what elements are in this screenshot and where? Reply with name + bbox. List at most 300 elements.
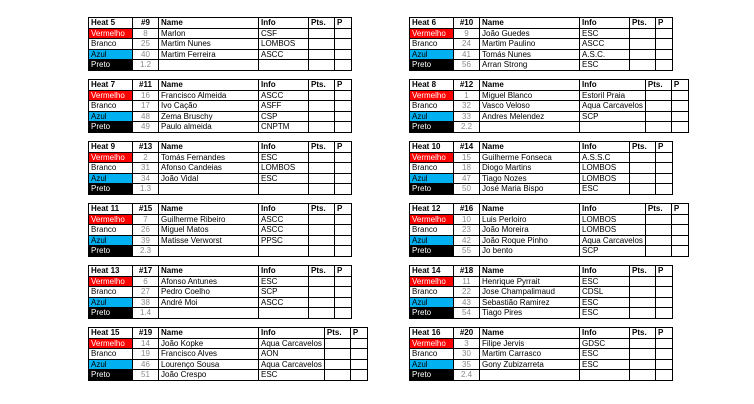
place-cell: [335, 276, 352, 287]
color-swatch: Azul: [89, 111, 133, 122]
color-swatch: Branco: [89, 163, 133, 174]
surfer-name: Miguel Matos: [159, 225, 259, 236]
color-swatch: Vermelho: [89, 338, 133, 349]
surfer-club: SCP: [580, 246, 646, 257]
points-cell: [309, 39, 335, 50]
place-cell: [656, 60, 673, 71]
surfer-club: LOMBOS: [259, 163, 309, 174]
place-cell: [656, 49, 673, 60]
surfer-number: 55: [454, 246, 480, 257]
name-header: Name: [480, 266, 580, 277]
place-cell: [671, 122, 688, 133]
p-header: P: [350, 328, 367, 339]
heat-header-row: [410, 204, 689, 215]
surfer-number: 15: [454, 152, 480, 163]
name-header: Name: [480, 18, 580, 29]
surfer-number: 11: [454, 276, 480, 287]
table-row: [89, 101, 352, 112]
color-swatch: Branco: [410, 349, 454, 360]
name-header: Name: [480, 328, 580, 339]
surfer-name: Tiago Nozes: [480, 173, 580, 184]
table-row: [89, 214, 352, 225]
surfer-club: [259, 308, 309, 319]
surfer-name: Jose Champalimaud: [480, 287, 580, 298]
table-row: [410, 246, 689, 257]
pts-header: Pts.: [324, 328, 350, 339]
surfer-name: Henrique Pyrrait: [480, 276, 580, 287]
surfer-name: João Roque Pinho: [480, 235, 580, 246]
place-cell: [335, 225, 352, 236]
surfer-name: Luis Perloiro: [480, 214, 580, 225]
surfer-club: ESC: [259, 173, 309, 184]
heat-number: #19: [133, 328, 159, 339]
surfer-club: ASCC: [259, 225, 309, 236]
place-cell: [671, 90, 688, 101]
points-cell: [645, 246, 671, 257]
color-swatch: Vermelho: [410, 90, 454, 101]
surfer-number: 22: [454, 287, 480, 298]
table-row: [410, 225, 689, 236]
points-cell: [630, 308, 656, 319]
points-cell: [309, 235, 335, 246]
table-row: [410, 276, 673, 287]
surfer-number: 56: [454, 60, 480, 71]
table-row: [89, 152, 352, 163]
points-cell: [309, 297, 335, 308]
pts-header: Pts.: [645, 204, 671, 215]
place-cell: [335, 184, 352, 195]
pts-header: Pts.: [309, 204, 335, 215]
table-row: [89, 60, 352, 71]
points-cell: [630, 173, 656, 184]
color-swatch: Branco: [89, 39, 133, 50]
color-swatch: Branco: [410, 163, 454, 174]
surfer-club: ASCC: [580, 39, 630, 50]
surfer-club: ASCC: [259, 90, 309, 101]
heat-label: Heat 11: [89, 204, 133, 215]
points-cell: [309, 287, 335, 298]
surfer-name: Tomás Nunes: [480, 49, 580, 60]
place-cell: [656, 163, 673, 174]
p-header: P: [656, 266, 673, 277]
color-swatch: Vermelho: [89, 276, 133, 287]
surfer-name: Martim Ferreira: [159, 49, 259, 60]
color-swatch: Vermelho: [89, 90, 133, 101]
surfer-name: Vasco Veloso: [480, 101, 580, 112]
color-swatch: Vermelho: [89, 152, 133, 163]
name-header: Name: [480, 142, 580, 153]
points-cell: [630, 39, 656, 50]
surfer-number: 16: [133, 90, 159, 101]
points-cell: [630, 276, 656, 287]
color-swatch: Preto: [410, 370, 454, 381]
points-cell: [309, 28, 335, 39]
heat-header-row: [89, 204, 352, 215]
place-cell: [335, 28, 352, 39]
place-cell: [656, 287, 673, 298]
surfer-number: 39: [133, 235, 159, 246]
name-header: Name: [159, 266, 259, 277]
points-cell: [630, 184, 656, 195]
pts-header: Pts.: [309, 80, 335, 91]
place-cell: [335, 297, 352, 308]
table-row: [410, 308, 673, 319]
heat-header-row: [89, 80, 352, 91]
surfer-number: 1: [454, 90, 480, 101]
heat-number: #18: [454, 266, 480, 277]
surfer-name: [159, 308, 259, 319]
surfer-number: 26: [133, 225, 159, 236]
surfer-name: Pedro Coelho: [159, 287, 259, 298]
surfer-number: 3: [454, 338, 480, 349]
surfer-club: SCP: [259, 287, 309, 298]
points-cell: [309, 122, 335, 133]
place-cell: [335, 308, 352, 319]
place-cell: [656, 359, 673, 370]
surfer-number: 31: [133, 163, 159, 174]
table-row: [89, 28, 352, 39]
surfer-name: [159, 60, 259, 71]
name-header: Name: [159, 80, 259, 91]
color-swatch: Vermelho: [89, 214, 133, 225]
surfer-name: José Maria Bispo: [480, 184, 580, 195]
surfer-number: 23: [454, 225, 480, 236]
heat-number: #12: [454, 80, 480, 91]
table-row: [410, 28, 673, 39]
info-header: Info: [259, 80, 309, 91]
heat-number: #13: [133, 142, 159, 153]
heat-header-row: [89, 142, 352, 153]
surfer-club: [259, 246, 309, 257]
surfer-name: João Crespo: [159, 370, 259, 381]
color-swatch: Branco: [89, 101, 133, 112]
place-cell: [656, 184, 673, 195]
points-cell: [309, 225, 335, 236]
surfer-name: Francisco Alves: [159, 349, 259, 360]
color-swatch: Preto: [410, 60, 454, 71]
color-swatch: Vermelho: [410, 152, 454, 163]
table-row: [89, 338, 368, 349]
surfer-name: João Guedes: [480, 28, 580, 39]
points-cell: [645, 101, 671, 112]
surfer-number: 2: [133, 152, 159, 163]
points-cell: [309, 173, 335, 184]
surfer-name: Guilherme Fonseca: [480, 152, 580, 163]
info-header: Info: [259, 204, 309, 215]
heat-label: Heat 13: [89, 266, 133, 277]
p-header: P: [656, 328, 673, 339]
place-cell: [671, 225, 688, 236]
surfer-club: [580, 370, 630, 381]
surfer-name: Tomás Fernandes: [159, 152, 259, 163]
surfer-name: Andres Melendez: [480, 111, 580, 122]
heat-table: [88, 327, 368, 381]
place-cell: [671, 101, 688, 112]
heat-header-row: [410, 80, 689, 91]
place-cell: [671, 214, 688, 225]
surfer-number: 2.4: [454, 370, 480, 381]
table-row: [410, 163, 673, 174]
surfer-name: André Moi: [159, 297, 259, 308]
surfer-number: 17: [133, 101, 159, 112]
table-row: [410, 49, 673, 60]
place-cell: [335, 163, 352, 174]
name-header: Name: [159, 142, 259, 153]
surfer-club: LOMBOS: [580, 173, 630, 184]
points-cell: [630, 370, 656, 381]
surfer-name: Martim Carrasco: [480, 349, 580, 360]
heat-label: Heat 7: [89, 80, 133, 91]
surfer-club: ASFF: [259, 101, 309, 112]
place-cell: [656, 39, 673, 50]
surfer-club: CDSL: [580, 287, 630, 298]
points-cell: [630, 297, 656, 308]
info-header: Info: [580, 142, 630, 153]
points-cell: [309, 163, 335, 174]
surfer-club: ESC: [259, 276, 309, 287]
color-swatch: Vermelho: [410, 276, 454, 287]
surfer-club: A.S.S.C: [580, 152, 630, 163]
surfer-name: Sebastião Ramirez: [480, 297, 580, 308]
table-row: [89, 246, 352, 257]
p-header: P: [335, 142, 352, 153]
points-cell: [309, 90, 335, 101]
points-cell: [309, 276, 335, 287]
place-cell: [335, 246, 352, 257]
p-header: P: [335, 204, 352, 215]
surfer-number: 54: [454, 308, 480, 319]
surfer-name: Zema Bruschy: [159, 111, 259, 122]
points-cell: [630, 338, 656, 349]
heat-table: [409, 203, 689, 257]
surfer-number: 2.2: [454, 122, 480, 133]
pts-header: Pts.: [645, 80, 671, 91]
name-header: Name: [480, 204, 580, 215]
surfer-name: Arran Strong: [480, 60, 580, 71]
heat-header-row: [89, 18, 352, 29]
table-row: [89, 235, 352, 246]
pts-header: Pts.: [630, 18, 656, 29]
surfer-name: João Vidal: [159, 173, 259, 184]
color-swatch: Branco: [410, 39, 454, 50]
surfer-club: ESC: [580, 60, 630, 71]
place-cell: [656, 276, 673, 287]
color-swatch: Preto: [410, 122, 454, 133]
p-header: P: [656, 18, 673, 29]
surfer-name: Gony Zubizarreta: [480, 359, 580, 370]
surfer-club: [259, 184, 309, 195]
color-swatch: Preto: [410, 246, 454, 257]
surfer-number: 47: [454, 173, 480, 184]
pts-header: Pts.: [630, 142, 656, 153]
table-row: [410, 359, 673, 370]
points-cell: [324, 338, 350, 349]
table-row: [410, 122, 689, 133]
heat-header-row: [89, 328, 368, 339]
surfer-club: Aqua Carcavelos: [580, 235, 646, 246]
surfer-number: 1.2: [133, 60, 159, 71]
points-cell: [309, 308, 335, 319]
color-swatch: Vermelho: [410, 28, 454, 39]
color-swatch: Preto: [89, 370, 133, 381]
heat-table: [88, 17, 352, 71]
color-swatch: Preto: [410, 308, 454, 319]
color-swatch: Azul: [89, 49, 133, 60]
place-cell: [656, 152, 673, 163]
surfer-number: 1.3: [133, 184, 159, 195]
surfer-name: [159, 184, 259, 195]
color-swatch: Vermelho: [410, 338, 454, 349]
surfer-number: 38: [133, 297, 159, 308]
color-swatch: Branco: [89, 287, 133, 298]
points-cell: [630, 28, 656, 39]
surfer-club: ESC: [580, 308, 630, 319]
surfer-number: 8: [133, 28, 159, 39]
heat-table: [88, 141, 352, 195]
surfer-name: Ivo Cação: [159, 101, 259, 112]
points-cell: [630, 359, 656, 370]
surfer-club: ASCC: [259, 214, 309, 225]
table-row: [89, 359, 368, 370]
place-cell: [335, 152, 352, 163]
heat-label: Heat 5: [89, 18, 133, 29]
surfer-club: AON: [259, 349, 325, 360]
heat-header-row: [410, 142, 673, 153]
pts-header: Pts.: [630, 266, 656, 277]
color-swatch: Branco: [410, 225, 454, 236]
surfer-club: CSF: [259, 28, 309, 39]
surfer-name: Jo bento: [480, 246, 580, 257]
surfer-number: 34: [133, 173, 159, 184]
heat-number: #9: [133, 18, 159, 29]
p-header: P: [671, 204, 688, 215]
color-swatch: Branco: [410, 287, 454, 298]
heat-header-row: [410, 18, 673, 29]
surfer-number: 30: [454, 349, 480, 360]
surfer-number: 2.3: [133, 246, 159, 257]
table-row: [410, 39, 673, 50]
table-row: [410, 297, 673, 308]
color-swatch: Preto: [89, 122, 133, 133]
surfer-number: 42: [454, 235, 480, 246]
place-cell: [350, 370, 367, 381]
place-cell: [335, 287, 352, 298]
points-cell: [309, 111, 335, 122]
surfer-club: CNPTM: [259, 122, 309, 133]
heat-number: #20: [454, 328, 480, 339]
pts-header: Pts.: [309, 266, 335, 277]
points-cell: [645, 111, 671, 122]
place-cell: [335, 214, 352, 225]
points-cell: [309, 214, 335, 225]
table-row: [410, 101, 689, 112]
surfer-number: 50: [454, 184, 480, 195]
surfer-number: 35: [454, 359, 480, 370]
surfer-number: 9: [454, 28, 480, 39]
surfer-name: Miguel Blanco: [480, 90, 580, 101]
place-cell: [335, 49, 352, 60]
heat-table: [409, 265, 673, 319]
place-cell: [350, 349, 367, 360]
surfer-number: 18: [454, 163, 480, 174]
place-cell: [335, 39, 352, 50]
surfer-club: ESC: [580, 359, 630, 370]
color-swatch: Azul: [410, 297, 454, 308]
points-cell: [324, 370, 350, 381]
surfer-name: Afonso Antunes: [159, 276, 259, 287]
points-cell: [645, 225, 671, 236]
surfer-club: CSP: [259, 111, 309, 122]
surfer-club: Aqua Carcavelos: [259, 338, 325, 349]
heat-table: [409, 327, 673, 381]
color-swatch: Azul: [410, 173, 454, 184]
surfer-name: Marlon: [159, 28, 259, 39]
color-swatch: Preto: [89, 246, 133, 257]
surfer-club: Aqua Carcavelos: [580, 101, 646, 112]
surfer-club: ESC: [580, 349, 630, 360]
heat-number: #15: [133, 204, 159, 215]
surfer-name: Francisco Almeida: [159, 90, 259, 101]
place-cell: [335, 90, 352, 101]
color-swatch: Vermelho: [410, 214, 454, 225]
color-swatch: Azul: [89, 235, 133, 246]
surfer-club: GDSC: [580, 338, 630, 349]
surfer-number: 7: [133, 214, 159, 225]
surfer-club: ESC: [580, 28, 630, 39]
surfer-club: A.S.C.: [580, 49, 630, 60]
info-header: Info: [580, 80, 646, 91]
surfer-name: Guilherme Ribeiro: [159, 214, 259, 225]
color-swatch: Azul: [410, 49, 454, 60]
surfer-club: ESC: [580, 297, 630, 308]
color-swatch: Azul: [410, 359, 454, 370]
table-row: [410, 60, 673, 71]
heat-label: Heat 12: [410, 204, 454, 215]
place-cell: [335, 101, 352, 112]
place-cell: [335, 122, 352, 133]
surfer-name: Matisse Verworst: [159, 235, 259, 246]
pts-header: Pts.: [309, 18, 335, 29]
points-cell: [630, 163, 656, 174]
heat-header-row: [89, 266, 352, 277]
table-row: [89, 184, 352, 195]
p-header: P: [656, 142, 673, 153]
heat-label: Heat 8: [410, 80, 454, 91]
info-header: Info: [259, 266, 309, 277]
place-cell: [350, 359, 367, 370]
info-header: Info: [259, 142, 309, 153]
table-row: [410, 235, 689, 246]
table-row: [89, 122, 352, 133]
table-row: [410, 349, 673, 360]
info-header: Info: [580, 328, 630, 339]
p-header: P: [335, 266, 352, 277]
points-cell: [645, 90, 671, 101]
heat-label: Heat 14: [410, 266, 454, 277]
points-cell: [630, 60, 656, 71]
name-header: Name: [159, 204, 259, 215]
points-cell: [324, 349, 350, 360]
color-swatch: Branco: [89, 225, 133, 236]
surfer-club: ESC: [580, 184, 630, 195]
heat-table: [88, 203, 352, 257]
surfer-number: 32: [454, 101, 480, 112]
points-cell: [309, 60, 335, 71]
points-cell: [645, 214, 671, 225]
surfer-club: [259, 60, 309, 71]
surfer-club: LOMBOS: [580, 163, 630, 174]
points-cell: [645, 235, 671, 246]
